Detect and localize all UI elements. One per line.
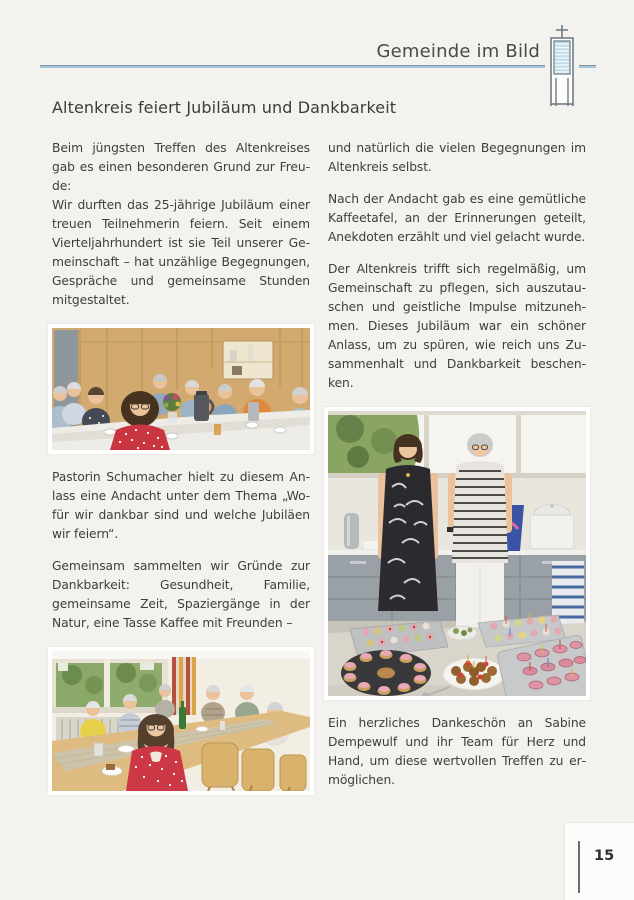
paragraph: Beim jüngsten Treffen des Altenkreises gab es einen besonderen Grund zur Freude: xyxy=(52,141,310,193)
photo-altenkreis-kaffeetafel xyxy=(47,323,315,455)
paragraph: Ein herzliches Dankeschön an Sabine Dempewulf und ihr Team für Herz und Hand, um diese wertvollen Treffen zu ermöglichen. xyxy=(328,716,586,787)
article-body xyxy=(52,139,586,809)
paragraph: Der Altenkreis trifft sich regelmäßig, um Gemeinschaft zu pflegen, sich auszutauschen und geistliche Impulse mitzunehmen. Dieses Jubiläum war ein schöner Anlass, um zu spüren, wie reich uns Zusammenhalt und Dankbarkeit beschenken. xyxy=(328,262,586,390)
paragraph: Nach der Andacht gab es eine gemütliche Kaffeetafel, an der Erinnerungen geteilt, Anekdoten erzählt und viel gelacht wurde. xyxy=(328,192,586,244)
section-title: Gemeinde im Bild xyxy=(376,41,540,62)
photo-jubilaeum-tafel xyxy=(47,646,315,796)
left-column xyxy=(52,139,310,809)
article-title: Altenkreis feiert Jubiläum und Dankbarkeit xyxy=(52,98,397,117)
church-tower-icon xyxy=(546,24,578,110)
paragraph: Gemeinsam sammelten wir Gründe zur Dankbarkeit: Gesundheit, Familie, gemeinsame Zeit, Spaziergänge in der Natur, eine Tasse Kaffee mit Freunden – xyxy=(52,559,310,630)
paragraph: und natürlich die vielen Begegnungen im Altenkreis selbst. xyxy=(328,141,586,174)
paragraph: Wir durften das 25-jährige Jubiläum einer treuen Teilnehmerin feiern. Seit einem Vierteljahrhundert ist sie Teil unserer Gemeinschaft – hat unzählige Begegnungen, Gespräche und gemeinsame Stunden mitgestaltet. xyxy=(52,198,310,307)
right-column xyxy=(328,139,586,809)
photo-buffet-team xyxy=(323,406,591,701)
header-rule xyxy=(40,65,545,68)
header-rule-dash xyxy=(579,65,596,68)
paragraph: Pastorin Schumacher hielt zu diesem Anlass eine Andacht unter dem Thema „Wofür wir dankbar sind und welche Jubiläen wir feiern“. xyxy=(52,470,310,541)
page-number: 15 xyxy=(594,848,615,864)
footer-box xyxy=(564,822,634,900)
footer-divider xyxy=(578,841,580,893)
